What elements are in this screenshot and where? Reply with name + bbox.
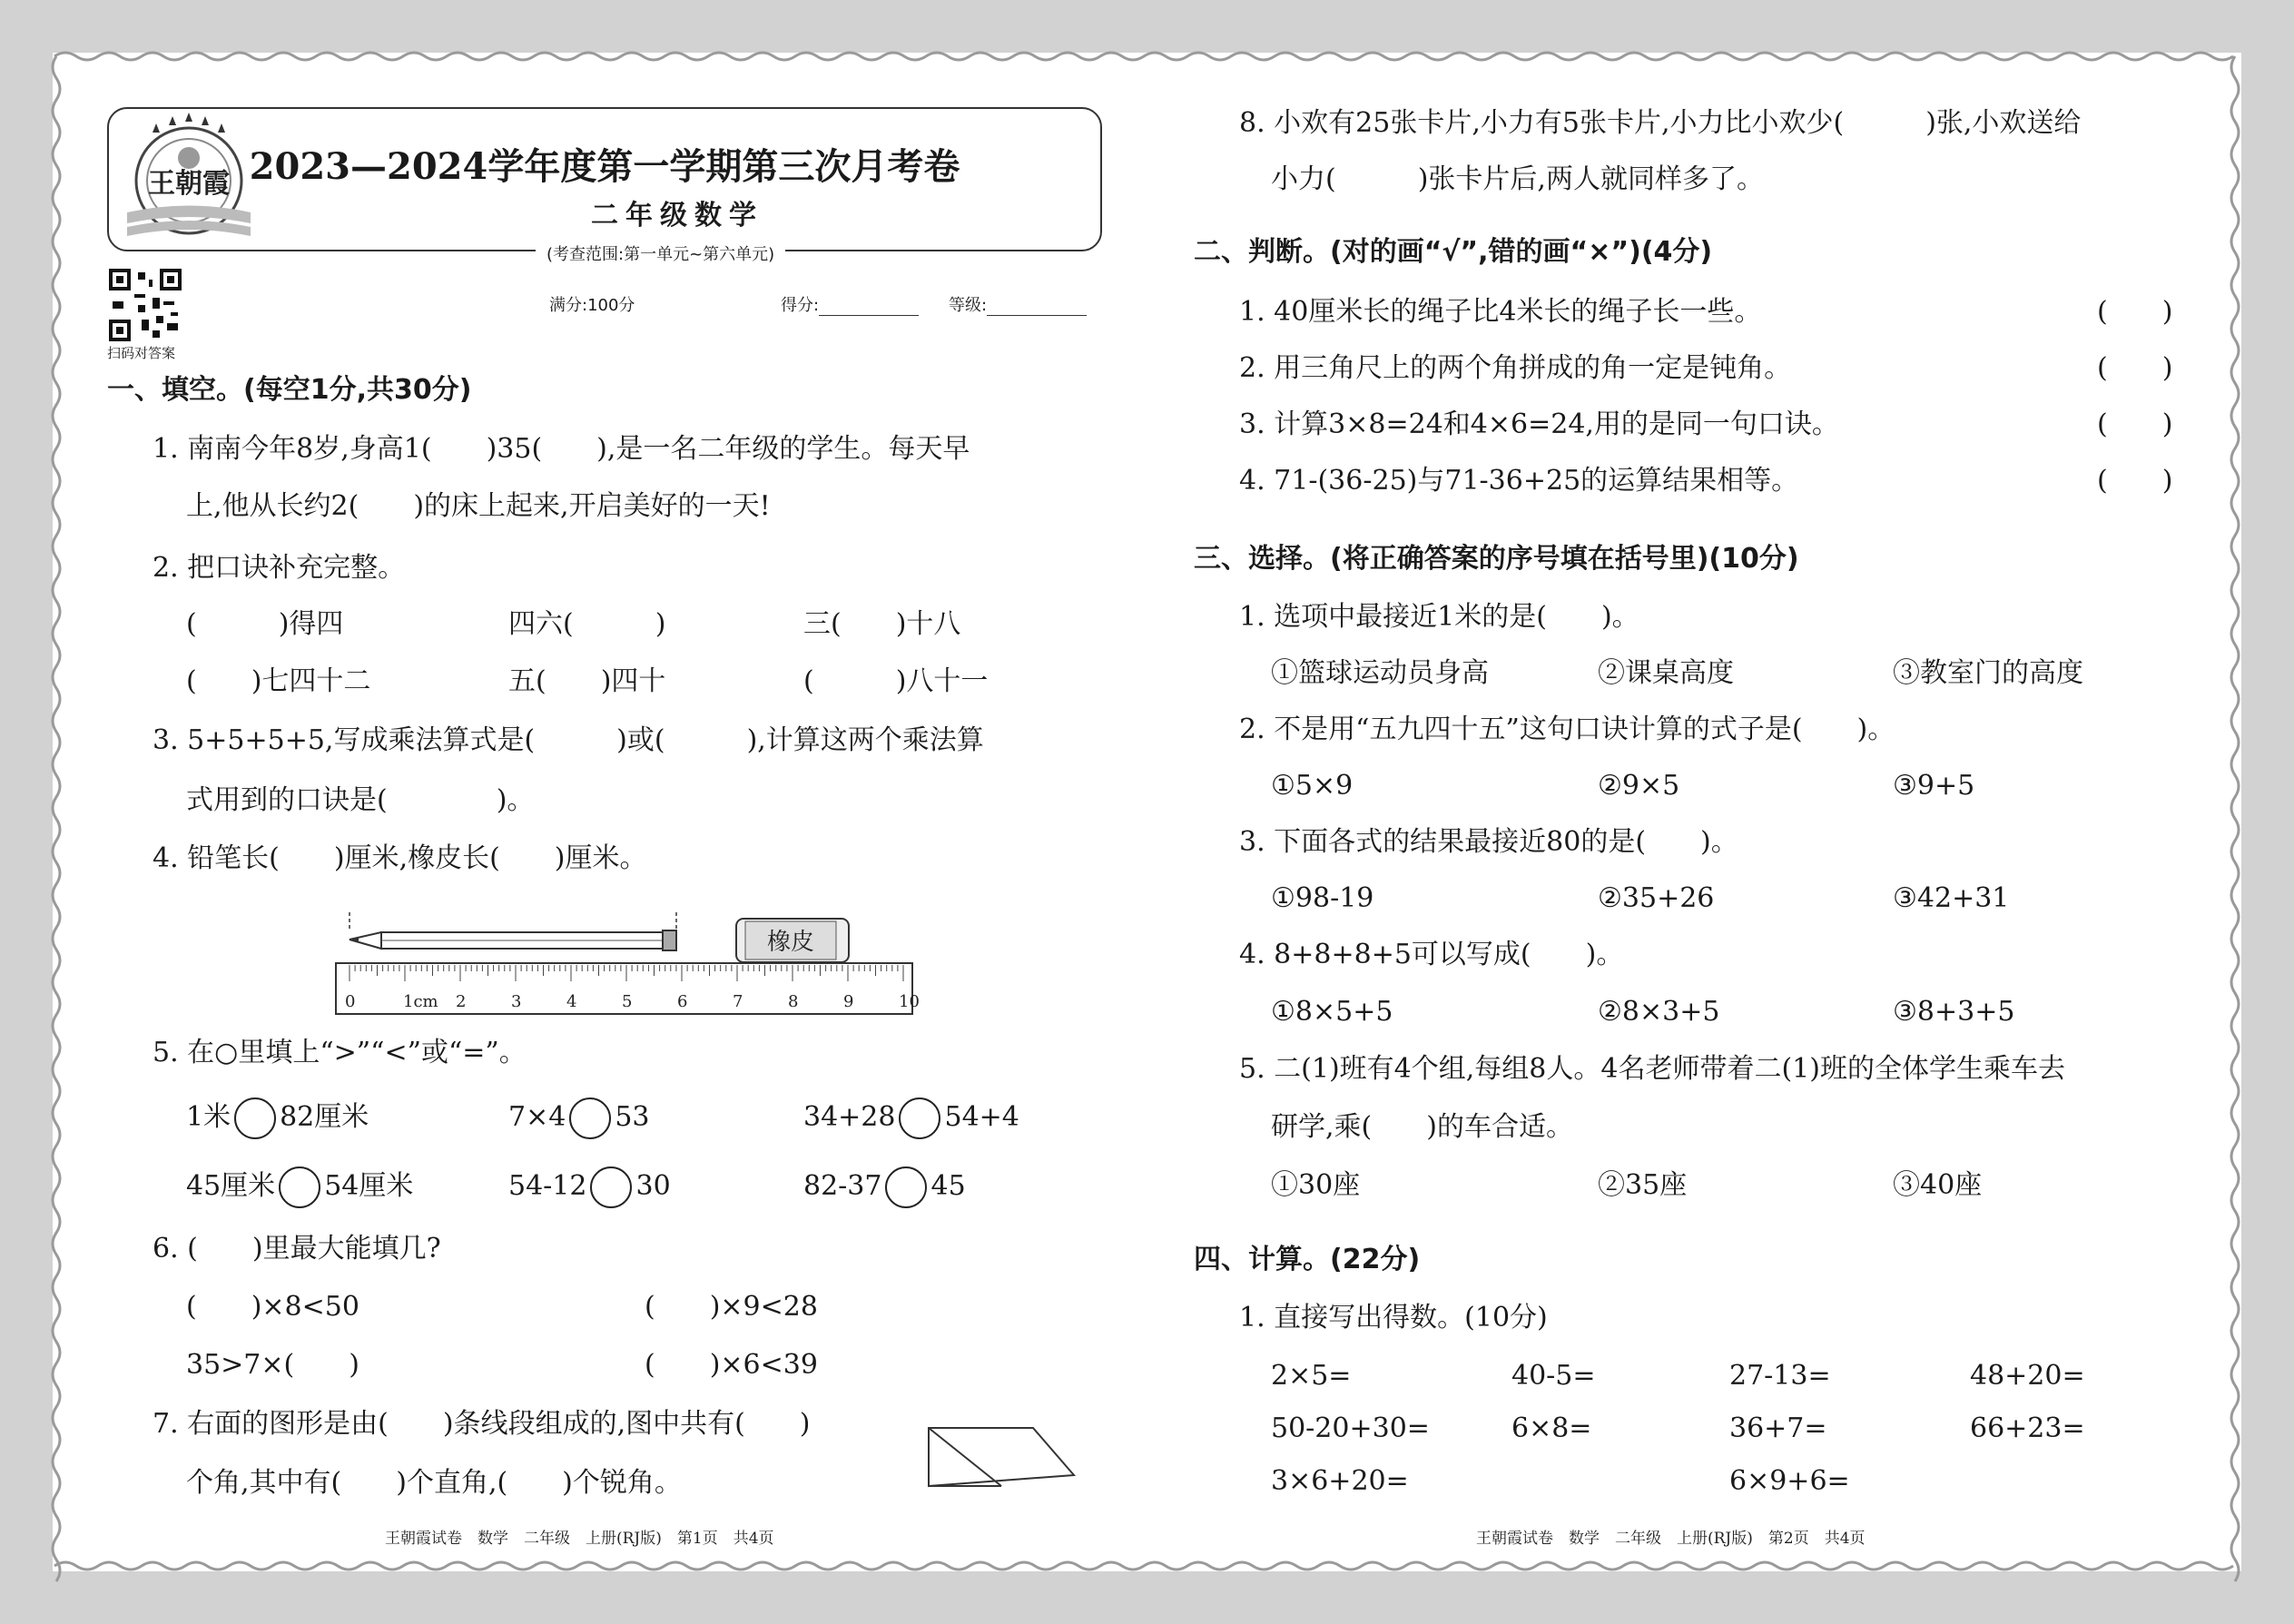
- q5-prompt: 5. 在○里填上“>”“<”或“=”。: [153, 1037, 527, 1068]
- compare-circle[interactable]: [885, 1166, 927, 1208]
- score-blank[interactable]: [819, 299, 919, 316]
- title-box: [107, 107, 1102, 251]
- grade-field[interactable]: [949, 292, 1087, 316]
- choice-option[interactable]: ②课桌高度: [1598, 657, 1734, 689]
- compare-circle[interactable]: [590, 1166, 632, 1208]
- choice-q5-line1: 5. 二(1)班有4个组,每组8人。4名老师带着二(1)班的全体学生乘车去: [1239, 1053, 2065, 1085]
- choice-option[interactable]: ①30座: [1271, 1169, 1361, 1201]
- ruler-label: 7: [733, 992, 743, 1011]
- judge-answer[interactable]: ( ): [2097, 408, 2173, 440]
- q5-cell: 82-37 45: [803, 1166, 966, 1208]
- eraser-label: 橡皮: [766, 929, 815, 956]
- choice-option[interactable]: ③42+31: [1893, 882, 2010, 914]
- ruler-label: 8: [788, 992, 799, 1011]
- ruler-label: 1cm: [403, 992, 438, 1011]
- q3-line2: 式用到的口诀是( )。: [186, 784, 535, 816]
- q3-line1: 3. 5+5+5+5,写成乘法算式是( )或( ),计算这两个乘法算: [153, 724, 984, 756]
- ruler-label: 10: [899, 992, 920, 1011]
- eraser-icon: [736, 919, 849, 962]
- grade-blank[interactable]: [987, 299, 1087, 316]
- q5-cell: 7×4 53: [508, 1097, 650, 1139]
- choice-option[interactable]: ①5×9: [1271, 770, 1354, 802]
- q2-item: ( )八十一: [803, 665, 989, 697]
- q6-item: ( )×9<28: [645, 1291, 818, 1323]
- calc-item: 40-5=: [1511, 1360, 1596, 1392]
- q8-line1: 8. 小欢有25张卡片,小力有5张卡片,小力比小欢少( )张,小欢送给: [1239, 107, 2082, 139]
- q8-line2: 小力( )张卡片后,两人就同样多了。: [1271, 163, 1764, 195]
- choice-option[interactable]: ①98-19: [1271, 882, 1374, 914]
- score-label: 得分:: [781, 296, 820, 315]
- judge-item: 1. 40厘米长的绳子比4米长的绳子长一些。: [1239, 296, 1762, 328]
- q1-line2: 上,他从长约2( )的床上起来,开启美好的一天!: [186, 490, 771, 522]
- q5-cell: 34+28 54+4: [803, 1097, 1019, 1139]
- calc-item: 66+23=: [1970, 1412, 2085, 1444]
- section-choice: 三、选择。(将正确答案的序号填在括号里)(10分): [1194, 543, 1799, 575]
- judge-item: 4. 71-(36-25)与71-36+25的运算结果相等。: [1239, 465, 1799, 497]
- exam-scope: (考查范围:第一单元~第六单元): [536, 241, 785, 265]
- choice-option[interactable]: ②35+26: [1598, 882, 1715, 914]
- calc-item: 48+20=: [1970, 1360, 2085, 1392]
- ruler-label: 5: [622, 992, 633, 1011]
- judge-item: 2. 用三角尺上的两个角拼成的角一定是钝角。: [1239, 352, 1792, 384]
- compare-circle[interactable]: [899, 1097, 940, 1139]
- page-footer-1: 王朝霞试卷 数学 二年级 上册(RJ版) 第1页 共4页: [385, 1530, 774, 1548]
- q2-item: 五( )四十: [508, 665, 666, 697]
- q6-item: ( )×6<39: [645, 1349, 818, 1381]
- calc-item: 36+7=: [1729, 1412, 1827, 1444]
- q2-item: ( )七四十二: [186, 665, 371, 697]
- q2-item: 三( )十八: [803, 608, 961, 640]
- page-footer-2: 王朝霞试卷 数学 二年级 上册(RJ版) 第2页 共4页: [1476, 1530, 1866, 1548]
- calc-item: 6×8=: [1511, 1412, 1592, 1444]
- ruler-label: 3: [511, 992, 522, 1011]
- calc-item: 50-20+30=: [1271, 1412, 1430, 1444]
- choice-option[interactable]: ②9×5: [1598, 770, 1680, 802]
- calc-prompt: 1. 直接写出得数。(10分): [1239, 1302, 1548, 1334]
- compare-circle[interactable]: [279, 1166, 320, 1208]
- choice-q2: 2. 不是用“五九四十五”这句口诀计算的式子是( )。: [1239, 714, 1895, 745]
- qr-code-icon[interactable]: [109, 269, 182, 341]
- choice-option[interactable]: ②8×3+5: [1598, 996, 1720, 1028]
- judge-answer[interactable]: ( ): [2097, 296, 2173, 328]
- page-subtitle: 二年级数学: [591, 200, 763, 231]
- choice-q5-line2: 研学,乘( )的车合适。: [1271, 1111, 1573, 1143]
- q2-prompt: 2. 把口诀补充完整。: [153, 552, 406, 584]
- logo-text: 王朝霞: [148, 168, 230, 200]
- judge-answer[interactable]: ( ): [2097, 352, 2173, 384]
- judge-answer[interactable]: ( ): [2097, 465, 2173, 497]
- choice-q1: 1. 选项中最接近1米的是( )。: [1239, 601, 1639, 633]
- section-fill-blank: 一、填空。(每空1分,共30分): [107, 374, 472, 406]
- ruler-label: 4: [566, 992, 577, 1011]
- q2-item: 四六( ): [508, 608, 666, 640]
- q7-line1: 7. 右面的图形是由( )条线段组成的,图中共有( ): [153, 1408, 811, 1440]
- q6-item: 35>7×( ): [186, 1349, 359, 1381]
- choice-option[interactable]: ①8×5+5: [1271, 996, 1393, 1028]
- section-judge: 二、判断。(对的画“√”,错的画“×”)(4分): [1194, 236, 1713, 268]
- qr-caption: 扫码对答案: [107, 345, 176, 361]
- compare-circle[interactable]: [234, 1097, 276, 1139]
- q5-cell: 1米 82厘米: [186, 1097, 369, 1139]
- choice-option[interactable]: ③40座: [1893, 1169, 1983, 1201]
- q7-line2: 个角,其中有( )个直角,( )个锐角。: [186, 1467, 682, 1499]
- page-title: 2023—2024学年度第一学期第三次月考卷: [249, 145, 960, 188]
- compare-circle[interactable]: [569, 1097, 611, 1139]
- choice-q3: 3. 下面各式的结果最接近80的是( )。: [1239, 826, 1738, 858]
- judge-item: 3. 计算3×8=24和4×6=24,用的是同一句口诀。: [1239, 408, 1839, 440]
- q6-prompt: 6. ( )里最大能填几?: [153, 1233, 441, 1265]
- ruler-label: 0: [345, 992, 356, 1011]
- ruler-label: 6: [677, 992, 688, 1011]
- calc-item: 6×9+6=: [1729, 1465, 1850, 1497]
- calc-item: 27-13=: [1729, 1360, 1831, 1392]
- choice-option[interactable]: ①篮球运动员身高: [1271, 657, 1489, 689]
- grade-label: 等级:: [949, 296, 988, 315]
- q1-line1: 1. 南南今年8岁,身高1( )35( ),是一名二年级的学生。每天早: [153, 433, 970, 465]
- q2-item: ( )得四: [186, 608, 344, 640]
- calc-item: 2×5=: [1271, 1360, 1352, 1392]
- ruler-figure: [331, 912, 921, 1017]
- calc-item: 3×6+20=: [1271, 1465, 1409, 1497]
- choice-option[interactable]: ③9+5: [1893, 770, 1975, 802]
- full-score: 满分:100分: [549, 296, 635, 315]
- ruler: [336, 963, 920, 1014]
- q4-prompt: 4. 铅笔长( )厘米,橡皮长( )厘米。: [153, 842, 647, 874]
- choice-q4: 4. 8+8+8+5可以写成( )。: [1239, 939, 1624, 970]
- q6-item: ( )×8<50: [186, 1291, 359, 1323]
- score-field[interactable]: [781, 292, 919, 316]
- pencil-icon: [350, 930, 676, 950]
- q5-cell: 45厘米 54厘米: [186, 1166, 413, 1208]
- choice-option[interactable]: ③8+3+5: [1893, 996, 2015, 1028]
- trapezoid-figure: [924, 1421, 1078, 1495]
- ruler-label: 9: [843, 992, 854, 1011]
- choice-option[interactable]: ②35座: [1598, 1169, 1688, 1201]
- choice-option[interactable]: ③教室门的高度: [1893, 657, 2083, 689]
- q5-cell: 54-12 30: [508, 1166, 671, 1208]
- section-calc: 四、计算。(22分): [1194, 1244, 1421, 1275]
- ruler-label: 2: [456, 992, 467, 1011]
